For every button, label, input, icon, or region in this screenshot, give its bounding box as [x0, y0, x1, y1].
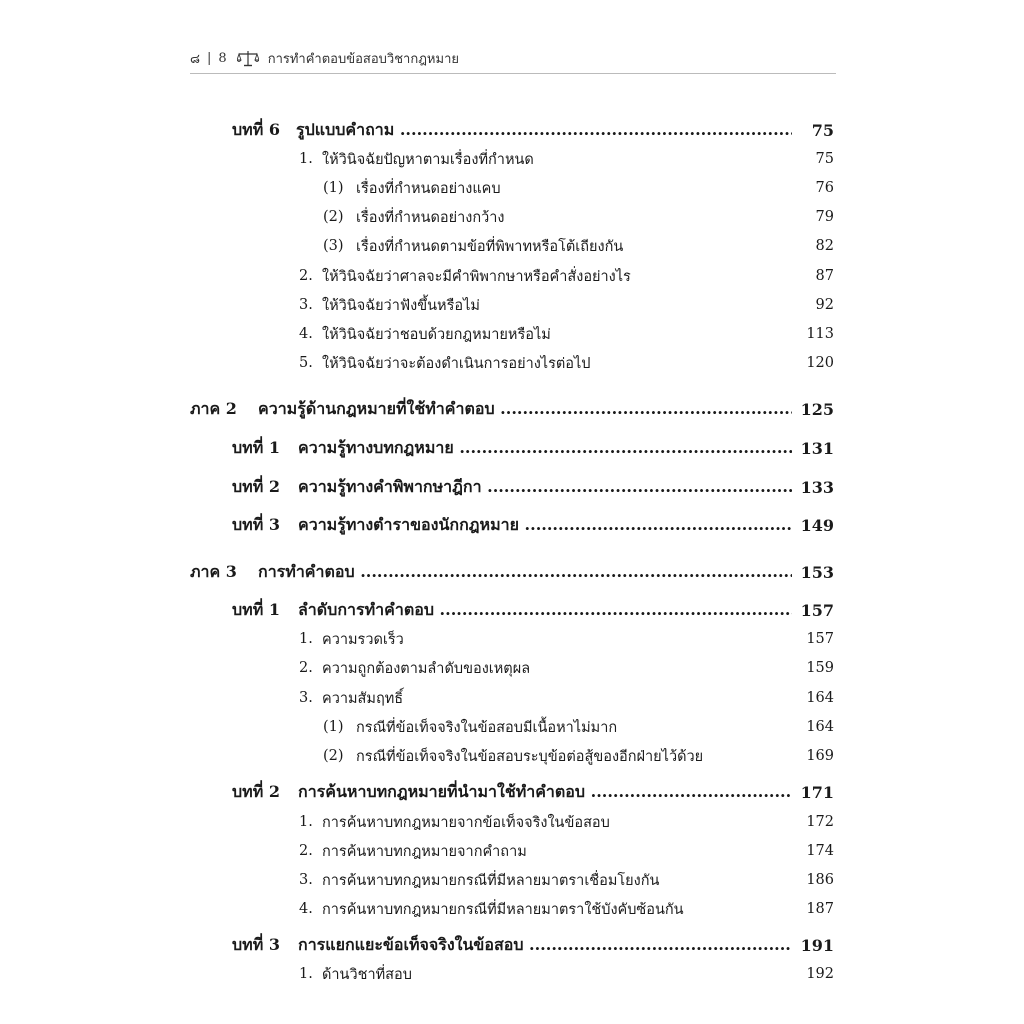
- toc-label: บทที่ 6: [232, 119, 280, 139]
- toc-page-number: 153: [800, 562, 834, 582]
- toc-page-number: 75: [811, 120, 834, 140]
- toc-chapter-row: [0, 780, 1024, 804]
- book-title: การทำคำตอบข้อสอบวิชากฎหมาย: [267, 51, 459, 67]
- toc-section-row: [0, 686, 1024, 710]
- toc-page-number: 76: [815, 180, 834, 196]
- toc-page-number: 174: [806, 843, 834, 859]
- toc-page-number: 186: [806, 872, 834, 888]
- running-header: [190, 46, 836, 70]
- toc-label: 1.: [299, 631, 313, 647]
- toc-label: 2.: [299, 843, 313, 859]
- scales-of-justice-icon: [237, 50, 259, 67]
- toc-label: ภาค 3: [190, 561, 237, 581]
- toc-section-row: [0, 627, 1024, 651]
- toc-label: (1): [323, 180, 344, 196]
- toc-title: ด้านวิชาที่สอบ: [322, 966, 412, 983]
- toc-title: ความรวดเร็ว: [322, 631, 404, 648]
- toc-label: ภาค 2: [190, 398, 237, 418]
- toc-chapter-row: [0, 598, 1024, 622]
- toc-page-number: 191: [800, 935, 834, 955]
- toc-title: การค้นหาบทกฎหมายกรณีที่มีหลายมาตราเชื่อมโยงกัน: [322, 872, 660, 889]
- toc-title: ความรู้ทางคำพิพากษาฎีกา .....: [298, 475, 792, 500]
- toc-page-number: 171: [800, 782, 834, 802]
- toc-title: ให้วินิจฉัยว่าจะต้องดำเนินการอย่างไรต่อไป: [322, 355, 591, 372]
- toc-chapter-row: [0, 118, 1024, 142]
- toc-label: บทที่ 3: [232, 514, 280, 534]
- toc-label: 3.: [299, 872, 313, 888]
- toc-title: กรณีที่ข้อเท็จจริงในข้อสอบระบุข้อต่อสู้ของอีกฝ่ายไว้ด้วย: [356, 748, 704, 765]
- toc-label: 4.: [299, 326, 313, 342]
- toc-title: ให้วินิจฉัยว่าศาลจะมีคำพิพากษาหรือคำสั่งอย่างไร: [322, 268, 631, 285]
- toc-page-number: 79: [815, 209, 834, 225]
- toc-page-number: 120: [806, 355, 834, 371]
- toc-title: เรื่องที่กำหนดตามข้อที่พิพาทหรือโต้เถียงกัน: [356, 238, 624, 255]
- toc-subsection-row: [0, 234, 1024, 258]
- toc-page-number: 157: [806, 631, 834, 647]
- toc-page-number: 169: [806, 748, 834, 764]
- toc-page-number: 75: [815, 151, 834, 167]
- toc-subsection-row: [0, 176, 1024, 200]
- toc-section-row: [0, 868, 1024, 892]
- toc-title: รูปแบบคำถาม .....: [296, 118, 792, 143]
- toc-section-row: [0, 322, 1024, 346]
- toc-chapter-row: [0, 436, 1024, 460]
- toc-subsection-row: [0, 205, 1024, 229]
- toc-title: ความสัมฤทธิ์: [322, 690, 404, 707]
- toc-title: การค้นหาบทกฎหมายจากข้อเท็จจริงในข้อสอบ: [322, 814, 610, 831]
- toc-title: ความถูกต้องตามลำดับของเหตุผล: [322, 660, 531, 677]
- toc-label: 3.: [299, 297, 313, 313]
- toc-page-number: 133: [800, 477, 834, 497]
- toc-title: การค้นหาบทกฎหมายจากคำถาม: [322, 843, 527, 860]
- toc-chapter-row: [0, 933, 1024, 957]
- toc-label: 5.: [299, 355, 313, 371]
- toc-section-row: [0, 839, 1024, 863]
- toc-title: การแยกแยะข้อเท็จจริงในข้อสอบ .....: [298, 933, 792, 958]
- toc-label: 2.: [299, 660, 313, 676]
- toc-title: กรณีที่ข้อเท็จจริงในข้อสอบมีเนื้อหาไม่มาก: [356, 719, 618, 736]
- toc-section-row: [0, 147, 1024, 171]
- toc-title: การค้นหาบทกฎหมายที่นำมาใช้ทำคำตอบ .....: [298, 780, 792, 805]
- toc-title: ให้วินิจฉัยว่าฟังขึ้นหรือไม่: [322, 297, 480, 314]
- toc-page-number: 159: [806, 660, 834, 676]
- toc-part-row: [0, 560, 1024, 584]
- toc-title: ความรู้ด้านกฎหมายที่ใช้ทำคำตอบ .....: [258, 397, 792, 422]
- toc-label: บทที่ 1: [232, 437, 280, 457]
- toc-label: 4.: [299, 901, 313, 917]
- toc-label: (3): [323, 238, 344, 254]
- toc-page-number: 125: [800, 399, 834, 419]
- toc-page-number: 149: [800, 515, 834, 535]
- toc-label: 1.: [299, 151, 313, 167]
- toc-section-row: [0, 293, 1024, 317]
- toc-title: การทำคำตอบ .....: [258, 560, 792, 585]
- toc-label: 2.: [299, 268, 313, 284]
- toc-section-row: [0, 264, 1024, 288]
- toc-page-number: 192: [806, 966, 834, 982]
- toc-page-number: 172: [806, 814, 834, 830]
- toc-label: 1.: [299, 966, 313, 982]
- toc-label: บทที่ 1: [232, 599, 280, 619]
- toc-section-row: [0, 351, 1024, 375]
- toc-page-number: 164: [806, 719, 834, 735]
- toc-page-number: 157: [800, 600, 834, 620]
- toc-label: (2): [323, 209, 344, 225]
- toc-title: เรื่องที่กำหนดอย่างแคบ: [356, 180, 501, 197]
- toc-title: ความรู้ทางตำราของนักกฎหมาย .....: [298, 513, 792, 538]
- toc-title: ให้วินิจฉัยว่าชอบด้วยกฎหมายหรือไม่: [322, 326, 551, 343]
- toc-section-row: [0, 810, 1024, 834]
- toc-page-number: 92: [815, 297, 834, 313]
- toc-title: การค้นหาบทกฎหมายกรณีที่มีหลายมาตราใช้บังคับซ้อนกัน: [322, 901, 684, 918]
- toc-page-number: 187: [806, 901, 834, 917]
- toc-title: ความรู้ทางบทกฎหมาย .....: [298, 436, 792, 461]
- toc-label: (1): [323, 719, 344, 735]
- page-number-arabic: 8: [218, 50, 227, 66]
- toc-chapter-row: [0, 475, 1024, 499]
- toc-label: บทที่ 2: [232, 781, 280, 801]
- page-number-thai: ๘: [190, 51, 201, 67]
- header-separator: |: [207, 50, 212, 66]
- toc-label: 3.: [299, 690, 313, 706]
- toc-title: เรื่องที่กำหนดอย่างกว้าง: [356, 209, 505, 226]
- toc-page-number: 164: [806, 690, 834, 706]
- toc-section-row: [0, 897, 1024, 921]
- toc-page-number: 113: [806, 326, 834, 342]
- header-rule: [190, 73, 836, 74]
- toc-page-number: 87: [815, 268, 834, 284]
- toc-page-number: 131: [800, 438, 834, 458]
- toc-section-row: [0, 962, 1024, 986]
- toc-title: ลำดับการทำคำตอบ .....: [298, 598, 792, 623]
- toc-part-row: [0, 397, 1024, 421]
- toc-label: บทที่ 3: [232, 934, 280, 954]
- toc-page-number: 82: [815, 238, 834, 254]
- toc-label: (2): [323, 748, 344, 764]
- toc-title: ให้วินิจฉัยปัญหาตามเรื่องที่กำหนด: [322, 151, 534, 168]
- toc-subsection-row: [0, 715, 1024, 739]
- toc-subsection-row: [0, 744, 1024, 768]
- toc-section-row: [0, 656, 1024, 680]
- toc-chapter-row: [0, 513, 1024, 537]
- toc-label: บทที่ 2: [232, 476, 280, 496]
- toc-label: 1.: [299, 814, 313, 830]
